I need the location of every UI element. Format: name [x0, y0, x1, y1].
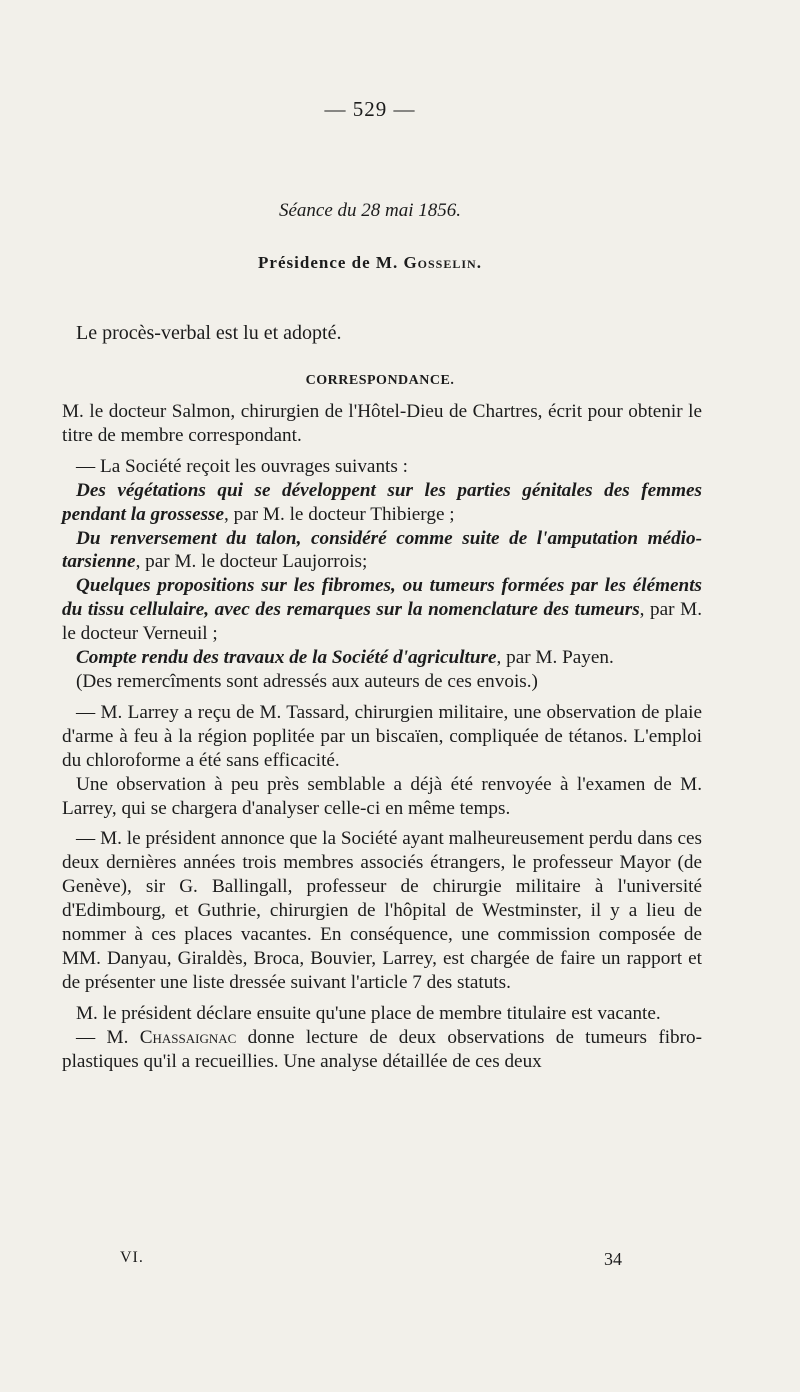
- paragraph-thanks: (Des remercîments sont adressés aux auteurs de ces envois.): [76, 670, 538, 692]
- work-title-4: Compte rendu des travaux de la Société d'agriculture: [76, 647, 497, 669]
- session-date: Séance du 28 mai 1856.: [278, 200, 462, 221]
- presidency-line: [0, 253, 740, 273]
- presidency-prefix: Présidence de M.: [258, 253, 404, 272]
- volume-mark: VI.: [120, 1249, 144, 1266]
- body-text: [62, 400, 702, 1080]
- work-entry-4: [62, 646, 702, 670]
- work-entry-2: [62, 527, 702, 575]
- work-author-1: , par M. le docteur Thibierge ;: [224, 503, 455, 525]
- chassaignac-prefix: — M.: [76, 1026, 140, 1048]
- work-entry-1: [62, 479, 702, 527]
- work-title-2b: , considéré comme suite de l'amputation médio-tarsienne: [62, 527, 702, 573]
- paragraph-vacancy: M. le président déclare ensuite qu'une place de membre titulaire est vacante.: [76, 1002, 661, 1024]
- president-name: Gosselin.: [403, 253, 482, 272]
- chassaignac-name: Chassaignac: [139, 1026, 237, 1048]
- work-author-4: , par M. Payen.: [496, 647, 614, 669]
- work-title-1: Des végétations qui se développent sur les parties génitales des femmes pendant la grossesse: [62, 479, 702, 525]
- work-title-3: Quelques propositions sur les fibromes, ou tumeurs formées par les éléments du tissu cellulaire, avec des remarques sur la nomenclature des tumeurs: [62, 575, 702, 621]
- paragraph-larrey: — M. Larrey a reçu de M. Tassard, chirurgien militaire, une observation de plaie d'arme à feu à la région poplitée par un biscaïen, compliquée de tétanos. L'emploi du chloroforme a été sans efficacité.: [62, 701, 702, 771]
- paragraph-similar-observation: Une observation à peu près semblable a déjà été renvoyée à l'examen de M. Larrey, qui se chargera d'analyser celle-ci en même temps.: [62, 773, 702, 819]
- work-author-3: , par M. le docteur Verneuil ;: [62, 599, 702, 645]
- work-title-2a: Du renversement du talon: [76, 527, 297, 549]
- section-heading: CORRESPONDANCE.: [305, 373, 455, 388]
- signature-mark: 34: [604, 1249, 622, 1269]
- minutes-statement: Le procès-verbal est lu et adopté.: [76, 322, 342, 344]
- paragraph-salmon: M. le docteur Salmon, chirurgien de l'Hôtel-Dieu de Chartres, écrit pour obtenir le titre de membre correspondant.: [62, 401, 702, 446]
- work-entry-3: [62, 574, 702, 646]
- chassaignac-rest: donne lecture de deux observations de tumeurs fibro-plastiques qu'il a recueillies. Une analyse détaillée de ces deux: [62, 1026, 703, 1072]
- paragraph-president-announcement: — M. le président annonce que la Société ayant malheureusement perdu dans ces deux dernières années trois membres associés étrangers, le professeur Mayor (de Genève), sir G. Ballingall, professeur de chirurgie militaire à l'université d'Edimbourg, et Guthrie, chirurgien de l'hôpital de Westminster, il y a lieu de nommer à ces places vacantes. En conséquence, une commission composée de MM. Danyau, Giraldès, Broca, Bouvier, Larrey, est chargée de faire un rapport et de présenter une liste dressée suivant l'article 7 des statuts.: [62, 828, 702, 993]
- page-number: — 529 —: [324, 97, 416, 121]
- paragraph-chassaignac: [62, 1026, 702, 1074]
- work-author-2: , par M. le docteur Laujorrois;: [135, 551, 368, 573]
- paragraph-works-intro: — La Société reçoit les ouvrages suivants :: [76, 455, 408, 477]
